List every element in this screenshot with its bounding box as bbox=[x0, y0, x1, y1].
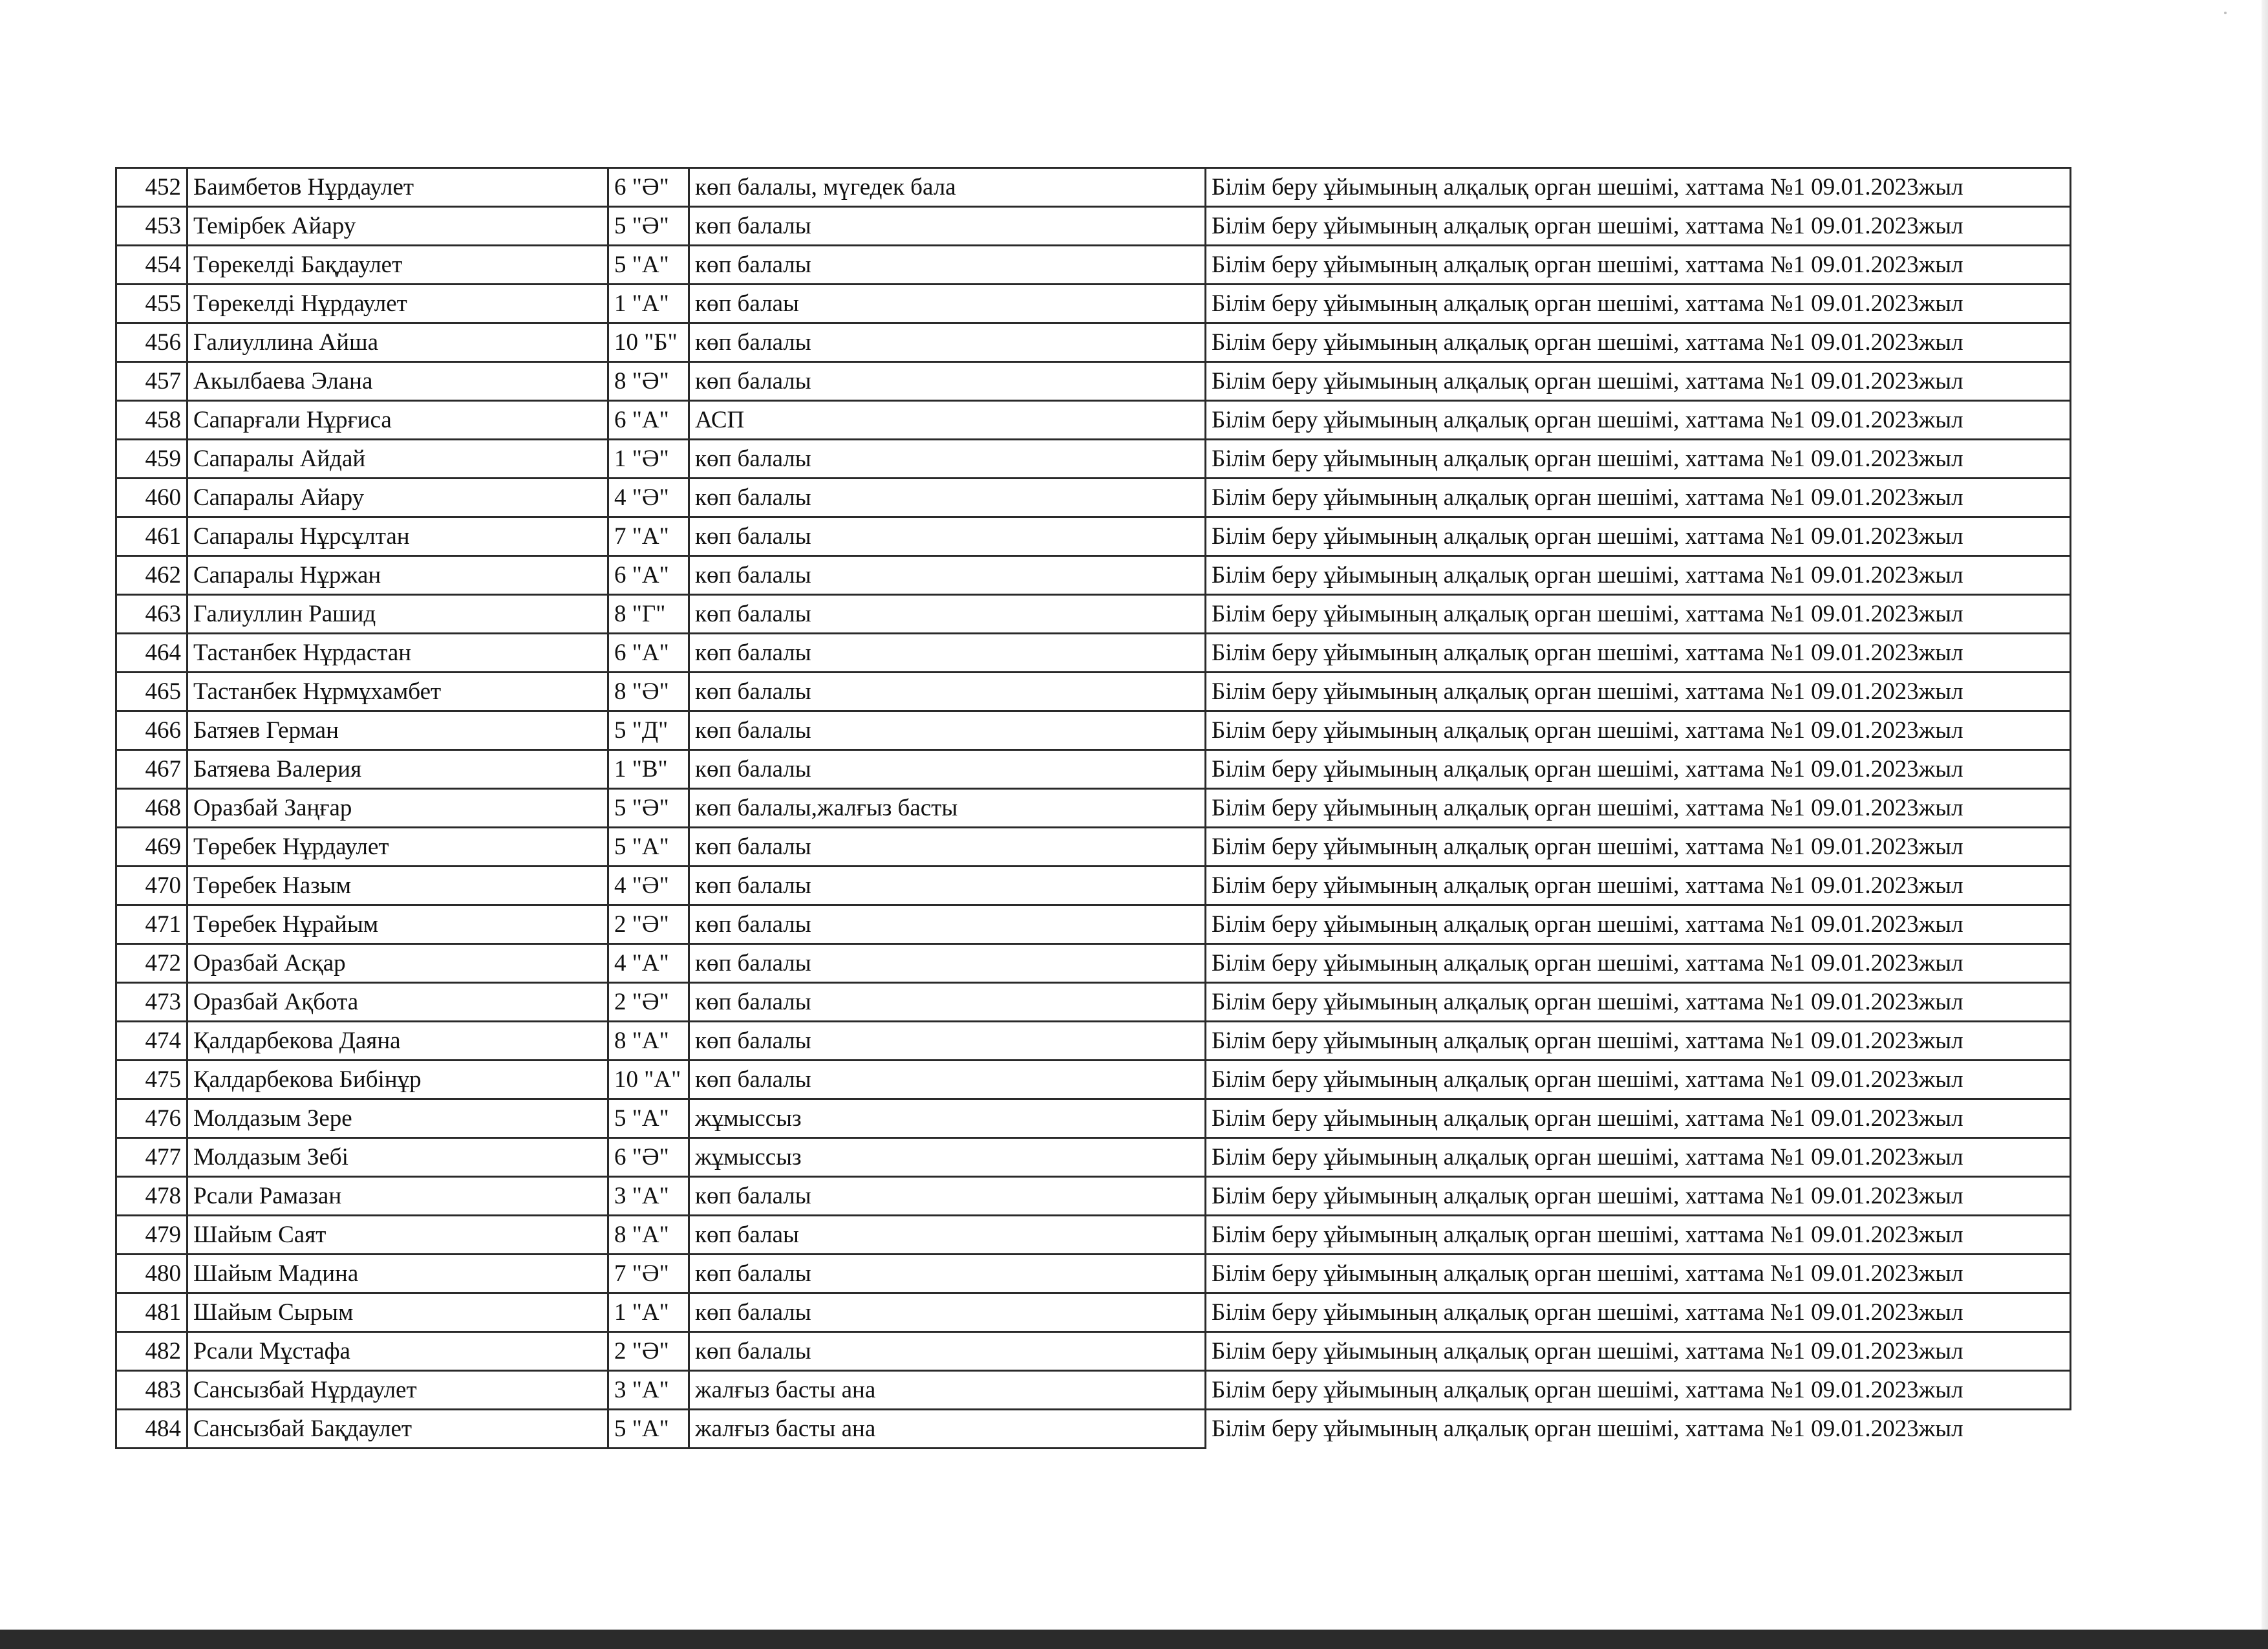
decision-basis-cell: Білім беру ұйымының алқалық орган шешімі, хаттама №1 09.01.2023жыл bbox=[1206, 750, 2071, 789]
family-status-cell: көп балалы bbox=[689, 1255, 1206, 1293]
family-status-cell: көп балалы bbox=[689, 440, 1206, 479]
decision-basis-cell: Білім беру ұйымының алқалық орган шешімі, хаттама №1 09.01.2023жыл bbox=[1206, 944, 2071, 983]
class-cell: 2 "Ә" bbox=[608, 983, 689, 1022]
row-number-cell: 467 bbox=[116, 750, 187, 789]
decision-basis-cell: Білім беру ұйымының алқалық орган шешімі, хаттама №1 09.01.2023жыл bbox=[1206, 711, 2071, 750]
student-name-cell: Батяев Герман bbox=[187, 711, 608, 750]
decision-basis-cell: Білім беру ұйымының алқалық орган шешімі, хаттама №1 09.01.2023жыл bbox=[1206, 905, 2071, 944]
table-row bbox=[116, 1255, 2071, 1293]
row-number-cell: 474 bbox=[116, 1022, 187, 1061]
decision-basis-cell: Білім беру ұйымының алқалық орган шешімі, хаттама №1 09.01.2023жыл bbox=[1206, 1255, 2071, 1293]
decision-basis-cell: Білім беру ұйымының алқалық орган шешімі, хаттама №1 09.01.2023жыл bbox=[1206, 673, 2071, 711]
decision-basis-cell: Білім беру ұйымының алқалық орган шешімі, хаттама №1 09.01.2023жыл bbox=[1206, 517, 2071, 556]
decision-basis-cell: Білім беру ұйымының алқалық орган шешімі, хаттама №1 09.01.2023жыл bbox=[1206, 1138, 2071, 1177]
class-cell: 5 "А" bbox=[608, 828, 689, 867]
table-row bbox=[116, 983, 2071, 1022]
class-cell: 5 "А" bbox=[608, 1410, 689, 1449]
decision-basis-cell: Білім беру ұйымының алқалық орган шешімі, хаттама №1 09.01.2023жыл bbox=[1206, 440, 2071, 479]
decision-basis-cell: Білім беру ұйымының алқалық орган шешімі, хаттама №1 09.01.2023жыл bbox=[1206, 1410, 2071, 1449]
decision-basis-cell: Білім беру ұйымының алқалық орган шешімі, хаттама №1 09.01.2023жыл bbox=[1206, 1332, 2071, 1371]
register-body bbox=[116, 168, 2071, 1449]
row-number-cell: 454 bbox=[116, 246, 187, 285]
class-cell: 5 "Д" bbox=[608, 711, 689, 750]
family-status-cell: көп балалы bbox=[689, 207, 1206, 246]
family-status-cell: көп балалы bbox=[689, 517, 1206, 556]
family-status-cell: көп балалы bbox=[689, 556, 1206, 595]
row-number-cell: 452 bbox=[116, 168, 187, 207]
table-row bbox=[116, 595, 2071, 634]
row-number-cell: 475 bbox=[116, 1061, 187, 1099]
class-cell: 7 "А" bbox=[608, 517, 689, 556]
student-name-cell: Қалдарбекова Даяна bbox=[187, 1022, 608, 1061]
student-name-cell: Оразбай Заңғар bbox=[187, 789, 608, 828]
family-status-cell: көп балалы bbox=[689, 362, 1206, 401]
family-status-cell: көп балалы,жалғыз басты bbox=[689, 789, 1206, 828]
row-number-cell: 455 bbox=[116, 285, 187, 323]
row-number-cell: 482 bbox=[116, 1332, 187, 1371]
decision-basis-cell: Білім беру ұйымының алқалық орган шешімі, хаттама №1 09.01.2023жыл bbox=[1206, 828, 2071, 867]
table-row bbox=[116, 711, 2071, 750]
class-cell: 8 "Ә" bbox=[608, 673, 689, 711]
family-status-cell: жалғыз басты ана bbox=[689, 1371, 1206, 1410]
row-number-cell: 476 bbox=[116, 1099, 187, 1138]
row-number-cell: 460 bbox=[116, 479, 187, 517]
table-row bbox=[116, 905, 2071, 944]
class-cell: 6 "А" bbox=[608, 634, 689, 673]
class-cell: 10 "Б" bbox=[608, 323, 689, 362]
family-status-cell: көп балалы bbox=[689, 673, 1206, 711]
student-name-cell: Галиуллина Айша bbox=[187, 323, 608, 362]
student-name-cell: Сапаралы Айдай bbox=[187, 440, 608, 479]
class-cell: 4 "А" bbox=[608, 944, 689, 983]
student-name-cell: Төрекелді Нұрдаулет bbox=[187, 285, 608, 323]
decision-basis-cell: Білім беру ұйымының алқалық орган шешімі, хаттама №1 09.01.2023жыл bbox=[1206, 1022, 2071, 1061]
row-number-cell: 453 bbox=[116, 207, 187, 246]
student-name-cell: Төребек Нұрдаулет bbox=[187, 828, 608, 867]
class-cell: 5 "Ә" bbox=[608, 207, 689, 246]
student-name-cell: Сапаралы Айару bbox=[187, 479, 608, 517]
student-name-cell: Сапарғали Нұрғиса bbox=[187, 401, 608, 440]
row-number-cell: 466 bbox=[116, 711, 187, 750]
row-number-cell: 479 bbox=[116, 1216, 187, 1255]
table-row bbox=[116, 479, 2071, 517]
row-number-cell: 471 bbox=[116, 905, 187, 944]
row-number-cell: 478 bbox=[116, 1177, 187, 1216]
table-row bbox=[116, 168, 2071, 207]
table-row bbox=[116, 440, 2071, 479]
row-number-cell: 463 bbox=[116, 595, 187, 634]
row-number-cell: 456 bbox=[116, 323, 187, 362]
decision-basis-cell: Білім беру ұйымының алқалық орган шешімі, хаттама №1 09.01.2023жыл bbox=[1206, 595, 2071, 634]
table-row bbox=[116, 1061, 2071, 1099]
row-number-cell: 462 bbox=[116, 556, 187, 595]
family-status-cell: жалғыз басты ана bbox=[689, 1410, 1206, 1449]
student-name-cell: Баимбетов Нұрдаулет bbox=[187, 168, 608, 207]
family-status-cell: көп балалы bbox=[689, 828, 1206, 867]
family-status-cell: көп балалы bbox=[689, 944, 1206, 983]
student-name-cell: Сансызбай Нұрдаулет bbox=[187, 1371, 608, 1410]
decision-basis-cell: Білім беру ұйымының алқалық орган шешімі, хаттама №1 09.01.2023жыл bbox=[1206, 168, 2071, 207]
table-row bbox=[116, 517, 2071, 556]
decision-basis-cell: Білім беру ұйымының алқалық орган шешімі, хаттама №1 09.01.2023жыл bbox=[1206, 1061, 2071, 1099]
row-number-cell: 468 bbox=[116, 789, 187, 828]
table-row bbox=[116, 323, 2071, 362]
row-number-cell: 469 bbox=[116, 828, 187, 867]
class-cell: 2 "Ә" bbox=[608, 1332, 689, 1371]
class-cell: 5 "А" bbox=[608, 246, 689, 285]
decision-basis-cell: Білім беру ұйымының алқалық орган шешімі, хаттама №1 09.01.2023жыл bbox=[1206, 323, 2071, 362]
decision-basis-cell: Білім беру ұйымының алқалық орган шешімі, хаттама №1 09.01.2023жыл bbox=[1206, 401, 2071, 440]
decision-basis-cell: Білім беру ұйымының алқалық орган шешімі, хаттама №1 09.01.2023жыл bbox=[1206, 1293, 2071, 1332]
student-name-cell: Оразбай Асқар bbox=[187, 944, 608, 983]
decision-basis-cell: Білім беру ұйымының алқалық орган шешімі, хаттама №1 09.01.2023жыл bbox=[1206, 983, 2071, 1022]
student-name-cell: Сапаралы Нұржан bbox=[187, 556, 608, 595]
table-row bbox=[116, 401, 2071, 440]
decision-basis-cell: Білім беру ұйымының алқалық орган шешімі, хаттама №1 09.01.2023жыл bbox=[1206, 867, 2071, 905]
table-row bbox=[116, 285, 2071, 323]
class-cell: 1 "Ә" bbox=[608, 440, 689, 479]
table-row bbox=[116, 1177, 2071, 1216]
student-name-cell: Темірбек Айару bbox=[187, 207, 608, 246]
table-row bbox=[116, 1410, 2071, 1449]
table-row bbox=[116, 828, 2071, 867]
student-name-cell: Төрекелді Бақдаулет bbox=[187, 246, 608, 285]
table-row bbox=[116, 1022, 2071, 1061]
class-cell: 8 "Ә" bbox=[608, 362, 689, 401]
family-status-cell: көп балалы bbox=[689, 1061, 1206, 1099]
student-name-cell: Галиуллин Рашид bbox=[187, 595, 608, 634]
class-cell: 5 "А" bbox=[608, 1099, 689, 1138]
decision-basis-cell: Білім беру ұйымының алқалық орган шешімі, хаттама №1 09.01.2023жыл bbox=[1206, 1216, 2071, 1255]
decision-basis-cell: Білім беру ұйымының алқалық орган шешімі, хаттама №1 09.01.2023жыл bbox=[1206, 285, 2071, 323]
row-number-cell: 465 bbox=[116, 673, 187, 711]
table-row bbox=[116, 246, 2071, 285]
student-name-cell: Төребек Нұрайым bbox=[187, 905, 608, 944]
row-number-cell: 470 bbox=[116, 867, 187, 905]
decision-basis-cell: Білім беру ұйымының алқалық орган шешімі, хаттама №1 09.01.2023жыл bbox=[1206, 1371, 2071, 1410]
class-cell: 3 "А" bbox=[608, 1371, 689, 1410]
class-cell: 1 "А" bbox=[608, 1293, 689, 1332]
student-name-cell: Қалдарбекова Бибінұр bbox=[187, 1061, 608, 1099]
family-status-cell: көп балалы bbox=[689, 323, 1206, 362]
table-row bbox=[116, 556, 2071, 595]
family-status-cell: көп балаы bbox=[689, 1216, 1206, 1255]
family-status-cell: көп балалы bbox=[689, 1177, 1206, 1216]
decision-basis-cell: Білім беру ұйымының алқалық орган шешімі, хаттама №1 09.01.2023жыл bbox=[1206, 634, 2071, 673]
class-cell: 1 "В" bbox=[608, 750, 689, 789]
scan-right-edge bbox=[2262, 0, 2268, 1630]
row-number-cell: 477 bbox=[116, 1138, 187, 1177]
table-row bbox=[116, 750, 2071, 789]
class-cell: 3 "А" bbox=[608, 1177, 689, 1216]
family-status-cell: жұмыссыз bbox=[689, 1099, 1206, 1138]
class-cell: 6 "А" bbox=[608, 556, 689, 595]
student-name-cell: Төребек Назым bbox=[187, 867, 608, 905]
table-row bbox=[116, 362, 2071, 401]
student-name-cell: Оразбай Ақбота bbox=[187, 983, 608, 1022]
family-status-cell: көп балалы bbox=[689, 634, 1206, 673]
scan-bottom-band bbox=[0, 1630, 2268, 1649]
student-name-cell: Рсали Мұстафа bbox=[187, 1332, 608, 1371]
student-name-cell: Рсали Рамазан bbox=[187, 1177, 608, 1216]
family-status-cell: көп балалы bbox=[689, 867, 1206, 905]
student-name-cell: Шайым Саят bbox=[187, 1216, 608, 1255]
decision-basis-cell: Білім беру ұйымының алқалық орган шешімі, хаттама №1 09.01.2023жыл bbox=[1206, 362, 2071, 401]
student-name-cell: Молдазым Зебі bbox=[187, 1138, 608, 1177]
table-row bbox=[116, 867, 2071, 905]
class-cell: 7 "Ә" bbox=[608, 1255, 689, 1293]
table-row bbox=[116, 1332, 2071, 1371]
row-number-cell: 461 bbox=[116, 517, 187, 556]
row-number-cell: 473 bbox=[116, 983, 187, 1022]
family-status-cell: көп балалы, мүгедек бала bbox=[689, 168, 1206, 207]
row-number-cell: 464 bbox=[116, 634, 187, 673]
table-row bbox=[116, 1138, 2071, 1177]
row-number-cell: 472 bbox=[116, 944, 187, 983]
class-cell: 5 "Ә" bbox=[608, 789, 689, 828]
row-number-cell: 483 bbox=[116, 1371, 187, 1410]
family-status-cell: көп балалы bbox=[689, 1293, 1206, 1332]
row-number-cell: 458 bbox=[116, 401, 187, 440]
decision-basis-cell: Білім беру ұйымының алқалық орган шешімі, хаттама №1 09.01.2023жыл bbox=[1206, 1177, 2071, 1216]
table-row bbox=[116, 789, 2071, 828]
row-number-cell: 457 bbox=[116, 362, 187, 401]
student-name-cell: Тастанбек Нұрмұхамбет bbox=[187, 673, 608, 711]
family-status-cell: көп балалы bbox=[689, 983, 1206, 1022]
student-name-cell: Тастанбек Нұрдастан bbox=[187, 634, 608, 673]
table-row bbox=[116, 944, 2071, 983]
student-name-cell: Акылбаева Элана bbox=[187, 362, 608, 401]
student-name-cell: Батяева Валерия bbox=[187, 750, 608, 789]
decision-basis-cell: Білім беру ұйымының алқалық орган шешімі, хаттама №1 09.01.2023жыл bbox=[1206, 207, 2071, 246]
family-status-cell: көп балалы bbox=[689, 595, 1206, 634]
scan-speck bbox=[2224, 12, 2227, 14]
class-cell: 6 "Ә" bbox=[608, 168, 689, 207]
class-cell: 6 "А" bbox=[608, 401, 689, 440]
table-row bbox=[116, 1371, 2071, 1410]
table-row bbox=[116, 673, 2071, 711]
row-number-cell: 481 bbox=[116, 1293, 187, 1332]
table-row bbox=[116, 634, 2071, 673]
class-cell: 8 "А" bbox=[608, 1022, 689, 1061]
family-status-cell: көп балалы bbox=[689, 246, 1206, 285]
family-status-cell: жұмыссыз bbox=[689, 1138, 1206, 1177]
row-number-cell: 484 bbox=[116, 1410, 187, 1449]
decision-basis-cell: Білім беру ұйымының алқалық орган шешімі, хаттама №1 09.01.2023жыл bbox=[1206, 789, 2071, 828]
class-cell: 2 "Ә" bbox=[608, 905, 689, 944]
table-row bbox=[116, 207, 2071, 246]
family-status-cell: көп балаы bbox=[689, 285, 1206, 323]
family-status-cell: көп балалы bbox=[689, 905, 1206, 944]
family-status-cell: көп балалы bbox=[689, 1022, 1206, 1061]
class-cell: 10 "А" bbox=[608, 1061, 689, 1099]
table-row bbox=[116, 1099, 2071, 1138]
class-cell: 4 "Ә" bbox=[608, 867, 689, 905]
student-name-cell: Молдазым Зере bbox=[187, 1099, 608, 1138]
family-status-cell: көп балалы bbox=[689, 1332, 1206, 1371]
class-cell: 6 "Ә" bbox=[608, 1138, 689, 1177]
decision-basis-cell: Білім беру ұйымының алқалық орган шешімі, хаттама №1 09.01.2023жыл bbox=[1206, 479, 2071, 517]
class-cell: 8 "Г" bbox=[608, 595, 689, 634]
decision-basis-cell: Білім беру ұйымының алқалық орган шешімі, хаттама №1 09.01.2023жыл bbox=[1206, 556, 2071, 595]
student-name-cell: Шайым Сырым bbox=[187, 1293, 608, 1332]
table-row bbox=[116, 1293, 2071, 1332]
family-status-cell: АСП bbox=[689, 401, 1206, 440]
student-name-cell: Шайым Мадина bbox=[187, 1255, 608, 1293]
family-status-cell: көп балалы bbox=[689, 711, 1206, 750]
class-cell: 8 "А" bbox=[608, 1216, 689, 1255]
table-row bbox=[116, 1216, 2071, 1255]
student-register-table bbox=[115, 167, 2071, 1449]
class-cell: 1 "А" bbox=[608, 285, 689, 323]
decision-basis-cell: Білім беру ұйымының алқалық орган шешімі, хаттама №1 09.01.2023жыл bbox=[1206, 1099, 2071, 1138]
class-cell: 4 "Ә" bbox=[608, 479, 689, 517]
decision-basis-cell: Білім беру ұйымының алқалық орган шешімі, хаттама №1 09.01.2023жыл bbox=[1206, 246, 2071, 285]
row-number-cell: 480 bbox=[116, 1255, 187, 1293]
student-name-cell: Сапаралы Нұрсұлтан bbox=[187, 517, 608, 556]
student-name-cell: Сансызбай Бақдаулет bbox=[187, 1410, 608, 1449]
family-status-cell: көп балалы bbox=[689, 750, 1206, 789]
row-number-cell: 459 bbox=[116, 440, 187, 479]
family-status-cell: көп балалы bbox=[689, 479, 1206, 517]
